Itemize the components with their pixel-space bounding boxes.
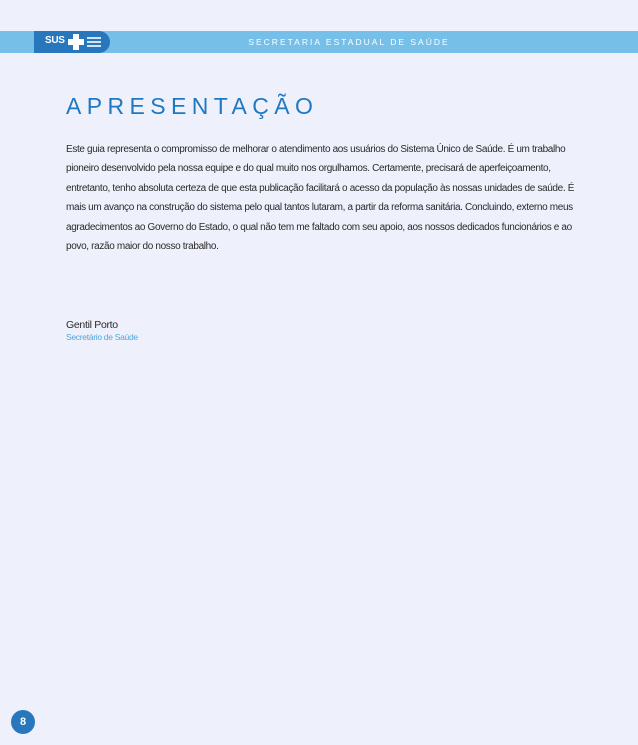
page-number-badge: 8 (11, 710, 35, 734)
signature-role: Secretário de Saúde (66, 332, 138, 342)
signature-name: Gentil Porto (66, 319, 118, 331)
signature-block (66, 318, 138, 343)
main-content (66, 92, 586, 256)
header-bar (0, 31, 638, 53)
page-title: APRESENTAÇÃO (66, 93, 319, 119)
sus-logo-text: SUS (45, 35, 65, 46)
intro-paragraph: Este guia representa o compromisso de melhorar o atendimento aos usuários do Sistema Único de Saúde. É um trabalho pioneiro desenvolvido pela nossa equipe e do qual muito nos orgulhamos. Certamente, precisará de aperfeiçoamento, entretanto, tenho absoluta certeza de que esta publicação facilitará o acesso da população às nossas unidades de saúde. É mais um avanço na construção do sistema pelo qual tantos lutaram, a partir da reforma sanitária. Concluindo, externo meus agradecimentos ao Governo do Estado, o qual não tem me faltado com seu apoio, aos nossos dedicados funcionários e ao povo, razão maior do nosso trabalho. (66, 144, 575, 253)
header-title: SECRETARIA ESTADUAL DE SAÚDE (248, 37, 450, 47)
